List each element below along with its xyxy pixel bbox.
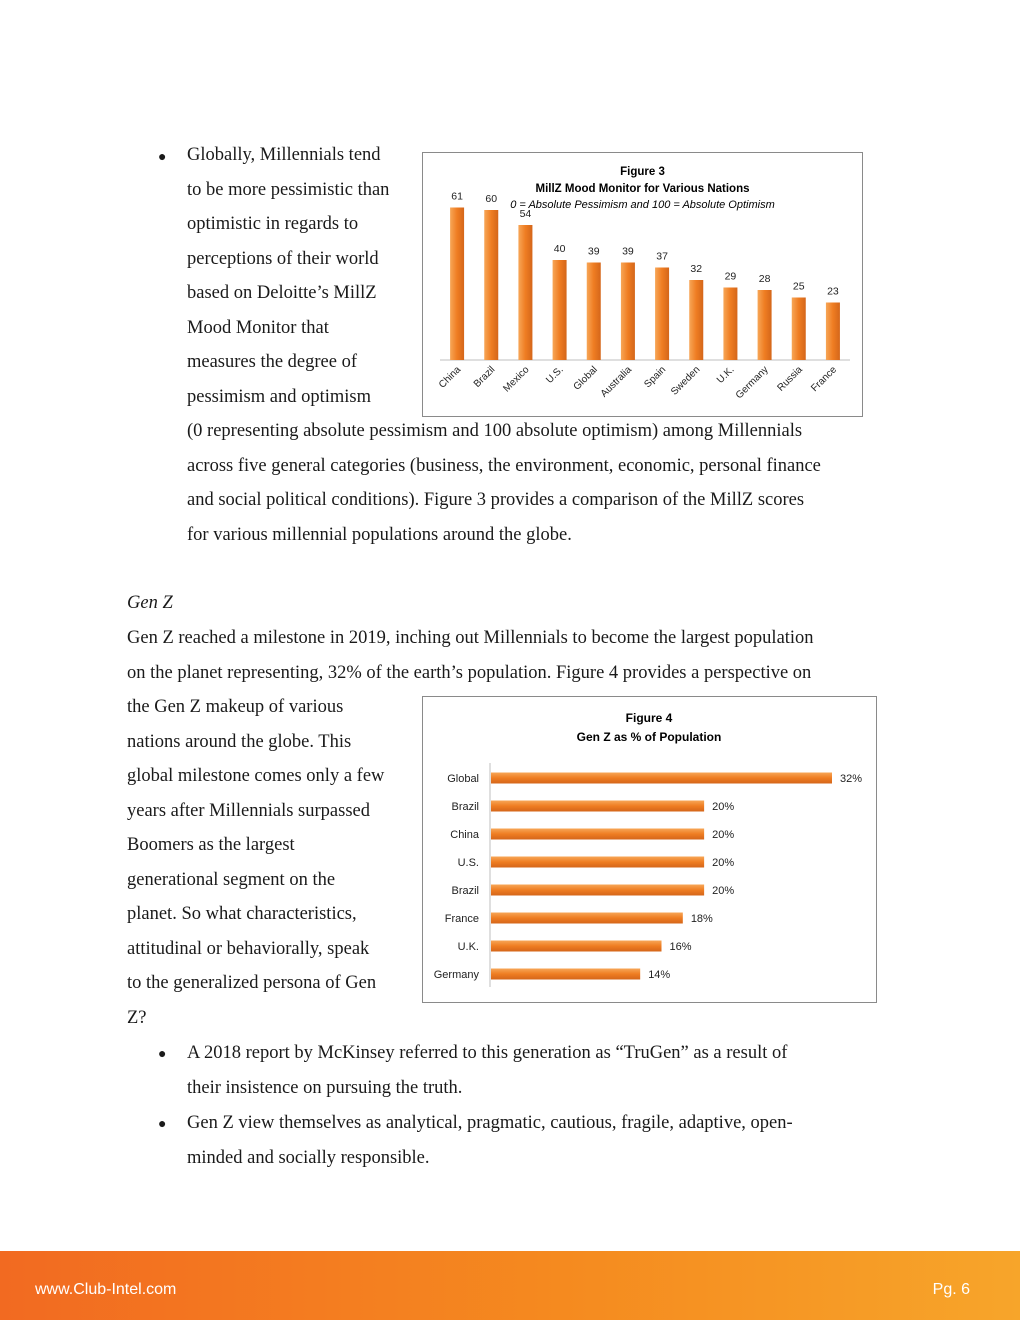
figure-3-bar	[553, 260, 567, 360]
intro-line: to be more pessimistic than	[187, 179, 390, 200]
figure-3-value-label: 32	[690, 263, 703, 275]
figure-3-subtitle: MillZ Mood Monitor for Various Nations	[535, 183, 750, 195]
genz-line: the Gen Z makeup of various	[127, 697, 344, 717]
figure-3-category-label: Sweden	[669, 364, 703, 398]
page-footer	[0, 1251, 1020, 1320]
figure-4-bar	[491, 773, 832, 784]
intro-line: Globally, Millennials tend	[187, 145, 381, 165]
figure-4-bar	[491, 829, 704, 840]
figure-3-bar	[655, 268, 669, 361]
figure-4-value-label: 20%	[712, 829, 735, 841]
figure-4-value-label: 16%	[669, 941, 692, 953]
figure-4-subtitle: Gen Z as % of Population	[576, 730, 722, 744]
genz-line: planet. So what characteristics,	[127, 904, 357, 924]
figure-4-category-label: Brazil	[451, 801, 479, 813]
figure-4-bar	[491, 885, 704, 896]
bullet-line: Gen Z view themselves as analytical, pragmatic, cautious, fragile, adaptive, open-	[187, 1113, 793, 1133]
figure-3-title: Figure 3	[620, 166, 665, 178]
figure-3-bar	[484, 210, 498, 360]
figure-3-bar	[587, 263, 601, 361]
figure-3-value-label: 39	[622, 245, 634, 258]
figure-3-value-label: 54	[519, 208, 532, 220]
figure-4-value-label: 20%	[712, 857, 735, 869]
figure-3-svg	[423, 153, 862, 416]
figure-3-bar	[450, 208, 464, 361]
figure-4-category-label: U.S.	[457, 857, 479, 869]
figure-4-category-label: Global	[447, 773, 479, 785]
figure-3-value-label: 23	[827, 285, 839, 298]
bullet-line: A 2018 report by McKinsey referred to this generation as “TruGen” as a result of	[187, 1043, 788, 1063]
figure-3-category-label: U.S.	[544, 364, 566, 386]
figure-3-note: 0 = Absolute Pessimism and 100 = Absolute Optimism	[510, 199, 775, 211]
bullet-line: their insistence on pursuing the truth.	[187, 1078, 463, 1098]
figure-3-value-label: 39	[587, 245, 600, 258]
genz-line: on the planet representing, 32% of the earth’s population. Figure 4 provides a perspective on	[127, 662, 812, 683]
intro-line: Mood Monitor that	[187, 317, 329, 338]
figure-4-chart	[422, 696, 877, 1003]
figure-3-bar	[792, 298, 806, 361]
figure-3-value-label: 37	[656, 250, 668, 263]
figure-3-value-label: 25	[792, 280, 805, 293]
figure-3-category-label: Global	[571, 364, 600, 393]
figure-3-category-label: U.K.	[715, 364, 737, 386]
genz-line: years after Millennials surpassed	[127, 800, 370, 821]
figure-3-category-label: Spain	[642, 364, 669, 391]
bullet-line: minded and socially responsible.	[187, 1148, 430, 1168]
figure-3-category-label: France	[809, 364, 840, 395]
bullet-dot: ●	[158, 1047, 167, 1062]
intro-line: (0 representing absolute pessimism and 100 absolute optimism) among Millennials	[187, 421, 803, 441]
figure-3-chart	[422, 152, 863, 417]
figure-4-value-label: 20%	[712, 885, 735, 897]
figure-3-category-label: Mexico	[501, 364, 532, 395]
figure-4-value-label: 32%	[840, 773, 863, 785]
figure-3-value-label: 60	[485, 193, 498, 205]
footer-page-number: Pg. 6	[932, 1281, 970, 1298]
figure-3-category-label: Germany	[733, 364, 771, 402]
figure-4-bar	[491, 857, 704, 868]
bullet-dot: ●	[158, 1117, 167, 1132]
figure-3-category-label: Russia	[775, 364, 805, 394]
genz-line: global milestone comes only a few	[127, 766, 385, 786]
figure-3-bar	[826, 303, 840, 361]
intro-line: perceptions of their world	[187, 248, 379, 269]
figure-3-bar	[518, 225, 532, 360]
intro-line: optimistic in regards to	[187, 214, 359, 234]
figure-4-bar	[491, 913, 683, 924]
figure-4-svg	[423, 697, 876, 1002]
figure-3-bar	[621, 263, 635, 361]
genz-line: attitudinal or behaviorally, speak	[127, 938, 370, 959]
footer-website: www.Club-Intel.com	[35, 1281, 177, 1298]
figure-4-category-label: China	[450, 829, 479, 841]
figure-4-title: Figure 4	[625, 711, 673, 725]
figure-3-category-label: Brazil	[471, 364, 498, 390]
figure-3-category-label: China	[436, 364, 464, 391]
figure-3-bar	[758, 290, 772, 360]
figure-4-value-label: 20%	[712, 801, 735, 813]
figure-4-bar	[491, 941, 662, 952]
intro-line: pessimism and optimism	[187, 386, 371, 407]
intro-line: across five general categories (business, the environment, economic, personal finance	[187, 455, 821, 476]
figure-4-category-label: Brazil	[451, 885, 479, 897]
figure-4-category-label: France	[444, 913, 479, 925]
figure-4-bar	[491, 969, 640, 980]
intro-line: based on Deloitte’s MillZ	[187, 283, 377, 303]
figure-3-value-label: 61	[451, 190, 463, 203]
figure-3-value-label: 29	[724, 270, 737, 283]
figure-3-value-label: 28	[758, 273, 771, 285]
genz-line: Z?	[127, 1007, 147, 1028]
section-heading: Gen Z	[127, 593, 173, 613]
figure-4-bar	[491, 801, 704, 812]
figure-4-value-label: 14%	[648, 969, 671, 981]
intro-line: for various millennial populations around the globe.	[187, 524, 572, 545]
figure-3-value-label: 40	[553, 243, 566, 255]
figure-4-category-label: U.K.	[457, 941, 479, 953]
figure-3-bar	[723, 288, 737, 361]
figure-4-category-label: Germany	[433, 969, 479, 981]
genz-line: to the generalized persona of Gen	[127, 973, 377, 993]
figure-4-value-label: 18%	[690, 913, 713, 925]
genz-line: generational segment on the	[127, 869, 336, 890]
bullet-dot: ●	[158, 150, 167, 165]
genz-line: nations around the globe. This	[127, 731, 352, 752]
genz-line: Boomers as the largest	[127, 835, 295, 855]
genz-line: Gen Z reached a milestone in 2019, inching out Millennials to become the largest population	[127, 628, 814, 648]
intro-line: and social political conditions). Figure 3 provides a comparison of the MillZ scores	[187, 490, 805, 510]
figure-3-category-label: Australia	[598, 364, 635, 400]
figure-3-bar	[689, 280, 703, 360]
intro-line: measures the degree of	[187, 352, 358, 372]
